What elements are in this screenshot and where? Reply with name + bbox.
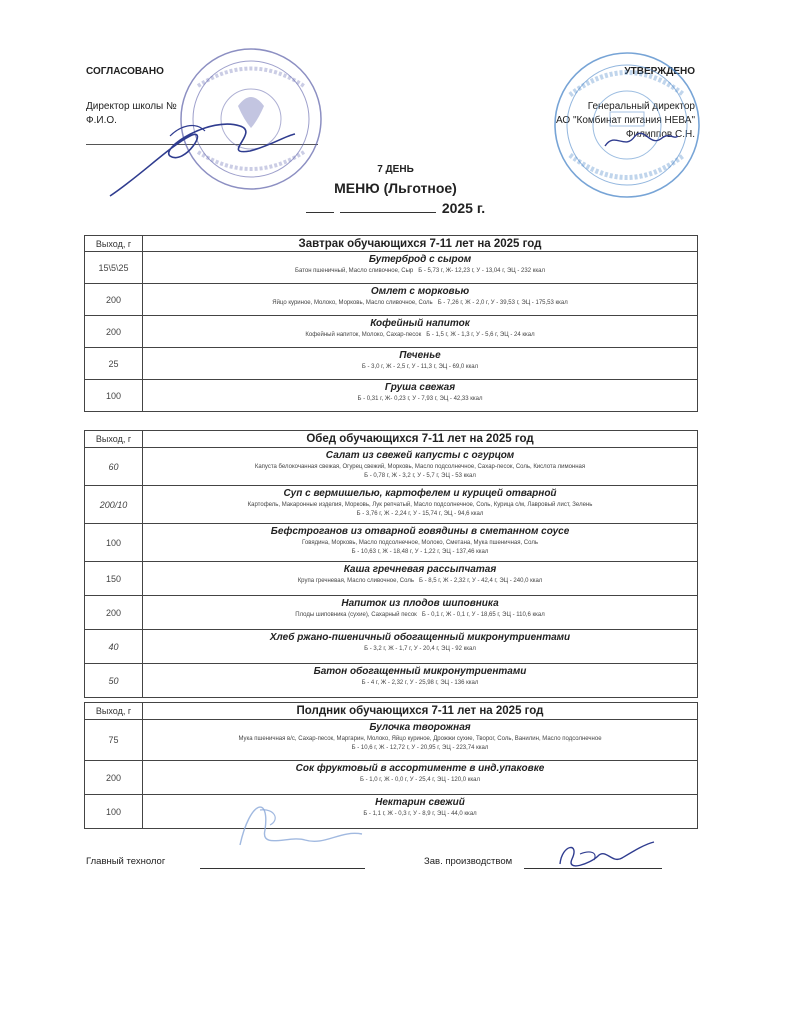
dish-name: Груша свежая	[384, 382, 456, 393]
lunch-table	[84, 430, 698, 698]
dish-ingredients: Мука пшеничная в/с, Сахар-песок, Маргарин, Молоко, Яйцо куриное, Дрожжи сухие, Творог, Соль, Ванилин, Масло подсолнечное	[238, 736, 602, 742]
table-row	[85, 629, 697, 663]
table-row	[85, 379, 697, 411]
dish-name: Бутерброд с сыром	[368, 254, 472, 265]
dish-nutrition: Б - 7,26 г, Ж - 2,0 г, У - 39,53 г, ЭЦ - 175,53 ккал	[437, 300, 568, 306]
snack-header	[85, 703, 697, 719]
day-blank	[306, 202, 334, 213]
portion: 15\5\25	[85, 252, 143, 283]
dish-name: Бефстроганов из отварной говядины в сметанном соусе	[270, 526, 570, 537]
lunch-header	[85, 431, 697, 447]
general-director-label: Генеральный директор	[587, 101, 695, 112]
dish-ingredients: Плоды шиповника (сухие), Сахарный песок	[295, 612, 417, 618]
company-stamp	[552, 50, 702, 200]
dish-name: Печенье	[399, 350, 441, 361]
portion: 200	[85, 596, 143, 629]
dish-nutrition: Б - 0,78 г, Ж - 3,2 г, У - 5,7 г, ЭЦ - 53 ккал	[364, 473, 476, 479]
portion-column-header: Выход, г	[85, 236, 143, 251]
dish-ingredients: Картофель, Макаронные изделия, Морковь, Лук репчатый, Масло подсолнечное, Соль, Курица с/м, Лавровый лист, Зелень	[247, 502, 593, 508]
dish-name: Хлеб ржано-пшеничный обогащенный микронутриентами	[269, 632, 571, 643]
dish-name: Суп с вермишелью, картофелем и курицей отварной	[283, 488, 557, 499]
chief-technologist-label: Главный технолог	[86, 856, 166, 867]
snack-title: Полдник обучающихся 7-11 лет на 2025 год	[296, 705, 544, 717]
dish-nutrition: Б - 5,73 г, Ж- 12,23 г, У - 13,04 г, ЭЦ - 232 ккал	[418, 268, 545, 274]
school-director-label: Директор школы №	[86, 101, 177, 112]
dish-name: Нектарин свежий	[375, 797, 465, 808]
dish-nutrition: Б - 10,6 г, Ж - 12,72 г, У - 20,95 г, ЭЦ - 223,74 ккал	[351, 745, 489, 751]
breakfast-table	[84, 235, 698, 412]
month-blank	[340, 202, 436, 213]
table-row	[85, 251, 697, 283]
portion: 25	[85, 348, 143, 379]
dish-name: Сок фруктовый в ассортименте в инд.упаковке	[295, 763, 545, 774]
snack-table	[84, 702, 698, 829]
breakfast-header	[85, 236, 697, 251]
portion: 75	[85, 720, 143, 760]
dish-nutrition: Б - 3,0 г, Ж - 2,5 г, У - 11,3 г, ЭЦ - 69,0 ккал	[361, 364, 479, 370]
dish-name: Омлет с морковью	[370, 286, 470, 297]
dish-nutrition: Б - 1,1 г, Ж - 0,3 г, У - 8,9 г, ЭЦ - 44,0 ккал	[363, 811, 477, 817]
production-head-label: Зав. производством	[424, 856, 513, 867]
dish-name: Батон обогащенный микронутриентами	[313, 666, 527, 677]
portion: 100	[85, 524, 143, 561]
portion: 200	[85, 284, 143, 315]
menu-title: МЕНЮ (Льготное)	[334, 180, 457, 196]
portion: 200	[85, 761, 143, 794]
lunch-title: Обед обучающихся 7-11 лет на 2025 год	[306, 433, 534, 445]
date-line	[0, 200, 791, 216]
dish-name: Каша гречневая рассыпчатая	[343, 564, 497, 575]
dish-nutrition: Б - 8,5 г, Ж - 2,32 г, У - 42,4 г, ЭЦ - 240,0 ккал	[418, 578, 543, 584]
dish-ingredients: Кофейный напиток, Молоко, Сахар-песок	[305, 332, 422, 338]
dish-ingredients: Крупа гречневая, Масло сливочное, Соль	[297, 578, 414, 584]
table-row	[85, 447, 697, 485]
agreed-label: СОГЛАСОВАНО	[86, 66, 164, 77]
portion: 50	[85, 664, 143, 697]
director-name: Филиппов С.Н.	[625, 129, 695, 140]
table-row	[85, 719, 697, 760]
table-row	[85, 561, 697, 595]
portion: 200/10	[85, 486, 143, 523]
portion: 60	[85, 448, 143, 485]
technologist-signature-line	[200, 868, 365, 869]
dish-nutrition: Б - 10,63 г, Ж - 18,48 г, У - 1,22 г, ЭЦ - 137,46 ккал	[351, 549, 489, 555]
portion: 100	[85, 380, 143, 411]
approver-signature	[600, 126, 680, 156]
technologist-signature	[230, 790, 370, 860]
breakfast-title: Завтрак обучающихся 7-11 лет на 2025 год	[298, 237, 542, 250]
day-label: 7 ДЕНЬ	[377, 164, 414, 175]
table-row	[85, 347, 697, 379]
portion: 100	[85, 795, 143, 828]
table-row	[85, 315, 697, 347]
table-row	[85, 760, 697, 794]
year-label: 2025 г.	[441, 200, 486, 216]
dish-nutrition: Б - 3,2 г, Ж - 1,7 г, У - 20,4 г, ЭЦ - 92 ккал	[364, 646, 476, 652]
portion-column-header: Выход, г	[85, 703, 143, 719]
portion: 40	[85, 630, 143, 663]
table-row	[85, 794, 697, 828]
company-name: АО "Комбинат питания НЕВА"	[555, 115, 695, 126]
portion-column-header: Выход, г	[85, 431, 143, 447]
dish-ingredients: Яйцо куриное, Молоко, Морковь, Масло сливочное, Соль	[272, 300, 433, 306]
dish-name: Салат из свежей капусты с огурцом	[325, 450, 515, 461]
dish-name: Кофейный напиток	[370, 318, 470, 329]
dish-nutrition: Б - 3,76 г, Ж - 2,24 г, У - 15,74 г, ЭЦ - 94,6 ккал	[356, 511, 484, 517]
table-row	[85, 283, 697, 315]
table-row	[85, 595, 697, 629]
table-row	[85, 523, 697, 561]
dish-name: Булочка творожная	[369, 722, 471, 733]
approved-label: УТВЕРЖДЕНО	[624, 66, 695, 77]
dish-nutrition: Б - 1,5 г, Ж - 1,3 г, У - 5,6 г, ЭЦ - 24 ккал	[426, 332, 535, 338]
dish-nutrition: Б - 0,31 г, Ж- 0,23 г, У - 7,93 г, ЭЦ - 42,33 ккал	[357, 396, 483, 402]
production-head-signature	[550, 834, 660, 879]
dish-ingredients: Батон пшеничный, Масло сливочное, Сыр	[295, 268, 414, 274]
dish-name: Напиток из плодов шиповника	[341, 598, 499, 609]
dish-nutrition: Б - 4 г, Ж - 2,32 г, У - 25,98 г, ЭЦ - 136 ккал	[361, 680, 479, 686]
table-row	[85, 663, 697, 697]
full-name-label: Ф.И.О.	[86, 115, 117, 126]
table-row	[85, 485, 697, 523]
dish-nutrition: Б - 0,1 г, Ж - 0,1 г, У - 18,65 г, ЭЦ - 110,6 ккал	[421, 612, 545, 618]
dish-ingredients: Говядина, Морковь, Масло подсолнечное, Молоко, Сметана, Мука пшеничная, Соль	[302, 540, 538, 546]
portion: 200	[85, 316, 143, 347]
portion: 150	[85, 562, 143, 595]
dish-ingredients: Капуста белокочанная свежая, Огурец свежий, Морковь, Масло подсолнечное, Сахар-песок, Соль, Кислота лимонная	[254, 464, 586, 470]
dish-nutrition: Б - 1,0 г, Ж - 0,0 г, У - 25,4 г, ЭЦ - 120,0 ккал	[360, 777, 480, 783]
